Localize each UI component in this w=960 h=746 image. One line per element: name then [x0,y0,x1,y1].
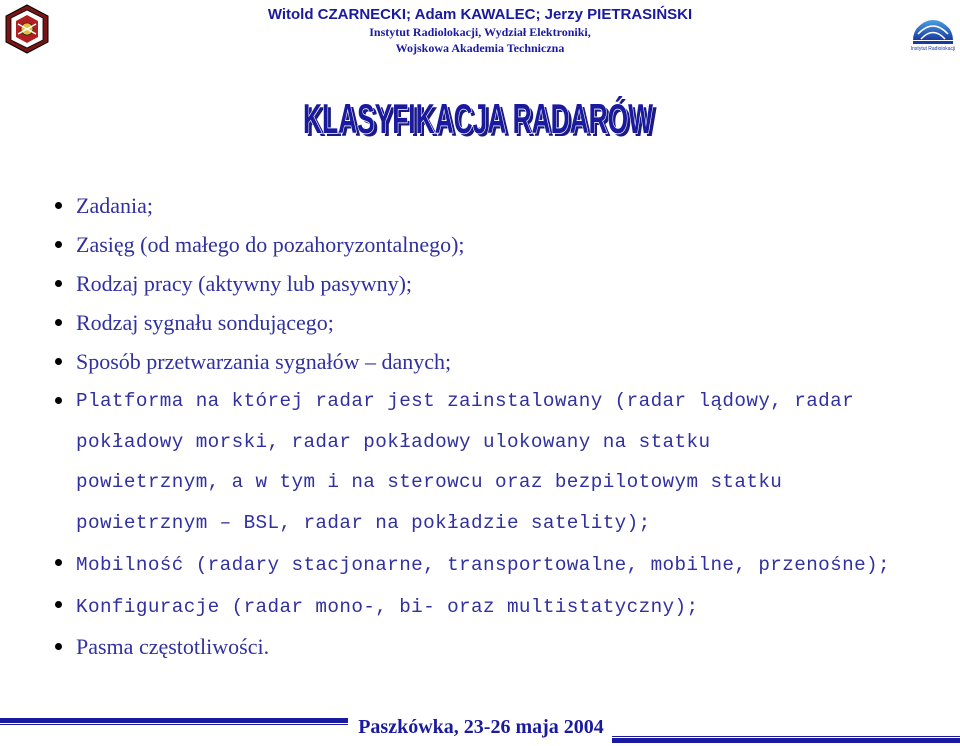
bullet-icon [55,601,62,608]
list-item: Zasięg (od małego do pozahoryzontalnego); [52,225,942,264]
list-item: Sposób przetwarzania sygnałów – danych; [52,342,942,381]
institute-logo-text: Instytut Radiolokacji [910,46,956,52]
institute-logo-icon [910,4,956,56]
list-item: Konfiguracje (radar mono-, bi- oraz multistatyczny); [52,585,942,627]
footer-event: Paszkówka, 23-26 maja 2004 [358,716,604,738]
platform-line: powietrznym, a w tym i na sterowcu oraz bezpilotowym statku [76,471,783,493]
bullet-icon [55,358,62,365]
slide-title [298,88,668,148]
footer-divider-left-thin [0,724,348,725]
slide-title-shadow: KLASYFIKACJA R [306,98,657,145]
list-item: Rodzaj sygnału sondującego; [52,303,942,342]
bullet-icon [55,397,62,404]
platform-line: powietrznym – BSL, radar na pokładzie satelity); [76,511,651,534]
slide-title-text: KLASYFIKACJA R [303,95,668,142]
list-item: Rodzaj pracy (aktywny lub pasywny); [52,264,942,303]
institute-line-2: Wojskowa Akademia Techniczna [395,41,565,55]
list-item-platform [52,381,942,543]
bullet-icon [55,202,62,209]
footer-divider-right [612,738,960,743]
bullet-icon [55,643,62,650]
authors-line: Witold CZARNECKI; Adam KAWALEC; Jerzy PIETRASIŃSKI [267,6,693,23]
institute-line-1: Instytut Radiolokacji, Wydział Elektroniki, [369,25,591,39]
list-item: Mobilność (radary stacjonarne, transportowalne, mobilne, przenośne); [52,543,942,585]
list-item: Pasma częstotliwości. [52,627,942,666]
platform-line: Platforma na której radar jest zainstalowany (radar lądowy, radar [76,390,855,412]
classification-list [52,186,942,666]
footer-divider-right-thin [612,736,960,737]
footer-divider-left [0,718,348,723]
list-item: Zadania; [52,186,942,225]
wat-emblem-icon [4,4,50,54]
bullet-icon [55,280,62,287]
bullet-icon [55,559,62,566]
slide-header [200,6,760,56]
platform-line: pokładowy morski, radar pokładowy ulokowany na statku [76,430,711,453]
bullet-icon [55,241,62,248]
bullet-icon [55,319,62,326]
